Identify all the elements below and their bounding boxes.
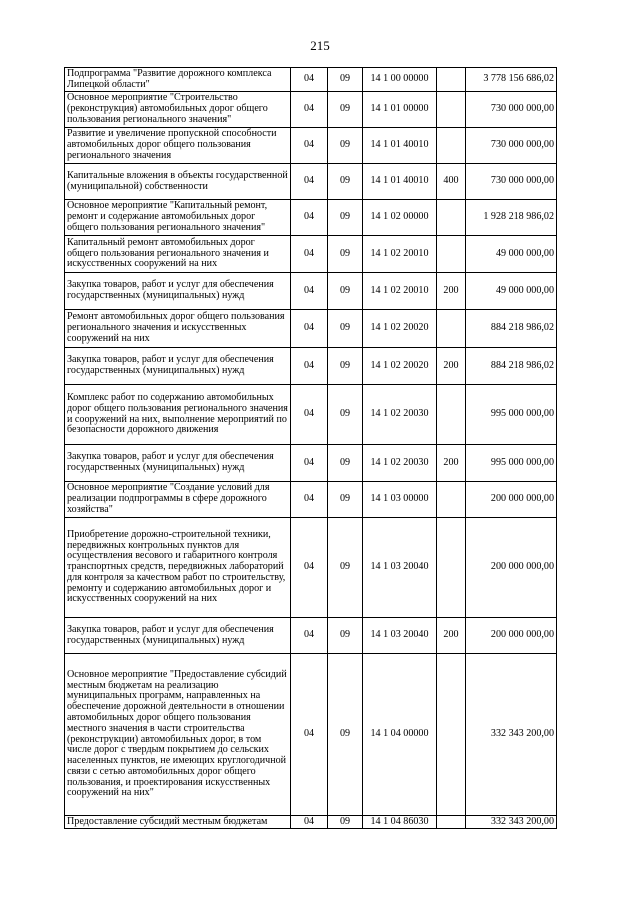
row-name: Подпрограмма "Развитие дорожного комплекса Липецкой области" (65, 68, 291, 92)
row-target: 14 1 02 20020 (363, 348, 437, 385)
row-name: Капитальные вложения в объекты государственной (муниципальной) собственности (65, 164, 291, 200)
row-name: Закупка товаров, работ и услуг для обеспечения государственных (муниципальных) нужд (65, 273, 291, 310)
budget-table (64, 67, 557, 829)
row-subsection: 09 (328, 445, 363, 482)
row-name: Приобретение дорожно-строительной техники, передвижных контрольных пунктов для осуществления весового и габаритного контроля транспортных средств, передвижных лабораторий для контроля за качеством работ по строительству, ремонту и содержанию автомобильных дорог и искусственных сооружений на них (65, 518, 291, 618)
row-name: Ремонт автомобильных дорог общего пользования регионального значения и искусственных сооружений на них (65, 310, 291, 348)
page-number: 215 (310, 38, 330, 53)
row-target: 14 1 02 20030 (363, 445, 437, 482)
row-subsection: 09 (328, 128, 363, 164)
row-section: 04 (291, 273, 328, 310)
row-target: 14 1 01 00000 (363, 92, 437, 128)
row-type (437, 518, 466, 618)
row-amount: 884 218 986,02 (466, 310, 557, 348)
row-name: Закупка товаров, работ и услуг для обеспечения государственных (муниципальных) нужд (65, 618, 291, 654)
row-target: 14 1 02 20030 (363, 385, 437, 445)
row-section: 04 (291, 518, 328, 618)
table-row (65, 310, 557, 348)
row-name: Комплекс работ по содержанию автомобильных дорог общего пользования регионального значения и сооружений на них, выполнение мероприятий по безопасности дорожного движения (65, 385, 291, 445)
row-subsection: 09 (328, 273, 363, 310)
table-row (65, 654, 557, 816)
row-subsection: 09 (328, 92, 363, 128)
row-section: 04 (291, 164, 328, 200)
row-type (437, 128, 466, 164)
row-section: 04 (291, 128, 328, 164)
table-row (65, 348, 557, 385)
row-type (437, 92, 466, 128)
row-target: 14 1 01 40010 (363, 128, 437, 164)
row-subsection: 09 (328, 236, 363, 273)
row-type: 200 (437, 618, 466, 654)
row-subsection: 09 (328, 164, 363, 200)
row-amount: 884 218 986,02 (466, 348, 557, 385)
table-row (65, 68, 557, 92)
row-type: 200 (437, 273, 466, 310)
row-name: Капитальный ремонт автомобильных дорог общего пользования регионального значения и искусственных сооружений на них (65, 236, 291, 273)
row-target: 14 1 02 00000 (363, 200, 437, 236)
table-row (65, 273, 557, 310)
table-row (65, 236, 557, 273)
row-amount: 332 343 200,00 (466, 654, 557, 816)
row-section: 04 (291, 654, 328, 816)
row-amount: 200 000 000,00 (466, 482, 557, 518)
row-type (437, 236, 466, 273)
row-subsection: 09 (328, 348, 363, 385)
table-row (65, 445, 557, 482)
row-target: 14 1 04 86030 (363, 816, 437, 829)
row-amount: 995 000 000,00 (466, 445, 557, 482)
row-name: Основное мероприятие "Строительство (реконструкция) автомобильных дорог общего пользования регионального значения" (65, 92, 291, 128)
row-amount: 730 000 000,00 (466, 128, 557, 164)
row-target: 14 1 04 00000 (363, 654, 437, 816)
row-target: 14 1 02 20010 (363, 236, 437, 273)
row-target: 14 1 03 00000 (363, 482, 437, 518)
row-subsection: 09 (328, 518, 363, 618)
row-amount: 200 000 000,00 (466, 518, 557, 618)
row-type: 200 (437, 445, 466, 482)
row-name: Развитие и увеличение пропускной способности автомобильных дорог общего пользования регионального значения (65, 128, 291, 164)
row-subsection: 09 (328, 310, 363, 348)
row-section: 04 (291, 200, 328, 236)
row-type: 200 (437, 348, 466, 385)
row-section: 04 (291, 445, 328, 482)
table-row (65, 92, 557, 128)
row-type (437, 68, 466, 92)
row-subsection: 09 (328, 482, 363, 518)
row-name: Закупка товаров, работ и услуг для обеспечения государственных (муниципальных) нужд (65, 445, 291, 482)
row-name: Основное мероприятие "Предоставление субсидий местным бюджетам на реализацию муниципальных программ, направленных на обеспечение дорожной деятельности в отношении автомобильных дорог общего пользования местного значения в части строительства (реконструкции) автомобильных дорог, в том числе дорог с твердым покрытием до сельских населенных пунктов, не имеющих круглогодичной связи с сетью автомобильных дорог общего пользования, и проектирования искусственных сооружений на них" (65, 654, 291, 816)
row-type: 400 (437, 164, 466, 200)
row-target: 14 1 00 00000 (363, 68, 437, 92)
row-section: 04 (291, 816, 328, 829)
row-subsection: 09 (328, 654, 363, 816)
table-row (65, 482, 557, 518)
row-target: 14 1 02 20020 (363, 310, 437, 348)
row-type (437, 816, 466, 829)
table-row (65, 518, 557, 618)
row-target: 14 1 03 20040 (363, 518, 437, 618)
row-subsection: 09 (328, 385, 363, 445)
row-type (437, 654, 466, 816)
table-row (65, 200, 557, 236)
row-subsection: 09 (328, 816, 363, 829)
row-subsection: 09 (328, 618, 363, 654)
row-amount: 49 000 000,00 (466, 273, 557, 310)
table-row (65, 164, 557, 200)
row-target: 14 1 03 20040 (363, 618, 437, 654)
row-section: 04 (291, 618, 328, 654)
row-amount: 49 000 000,00 (466, 236, 557, 273)
row-section: 04 (291, 236, 328, 273)
row-section: 04 (291, 92, 328, 128)
row-amount: 1 928 218 986,02 (466, 200, 557, 236)
row-name: Закупка товаров, работ и услуг для обеспечения государственных (муниципальных) нужд (65, 348, 291, 385)
row-type (437, 310, 466, 348)
row-section: 04 (291, 482, 328, 518)
row-target: 14 1 01 40010 (363, 164, 437, 200)
row-type (437, 482, 466, 518)
row-amount: 3 778 156 686,02 (466, 68, 557, 92)
row-name: Основное мероприятие "Капитальный ремонт, ремонт и содержание автомобильных дорог общего пользования регионального значения" (65, 200, 291, 236)
table-row (65, 618, 557, 654)
row-type (437, 200, 466, 236)
row-name: Предоставление субсидий местным бюджетам (65, 816, 291, 829)
row-target: 14 1 02 20010 (363, 273, 437, 310)
row-type (437, 385, 466, 445)
row-section: 04 (291, 68, 328, 92)
row-amount: 332 343 200,00 (466, 816, 557, 829)
row-amount: 730 000 000,00 (466, 92, 557, 128)
table-row (65, 128, 557, 164)
row-subsection: 09 (328, 200, 363, 236)
row-subsection: 09 (328, 68, 363, 92)
row-section: 04 (291, 348, 328, 385)
table-row (65, 385, 557, 445)
row-amount: 995 000 000,00 (466, 385, 557, 445)
row-amount: 730 000 000,00 (466, 164, 557, 200)
row-section: 04 (291, 385, 328, 445)
row-section: 04 (291, 310, 328, 348)
budget-table-body (65, 68, 557, 829)
row-name: Основное мероприятие "Создание условий для реализации подпрограммы в сфере дорожного хозяйства" (65, 482, 291, 518)
table-row (65, 816, 557, 829)
row-amount: 200 000 000,00 (466, 618, 557, 654)
